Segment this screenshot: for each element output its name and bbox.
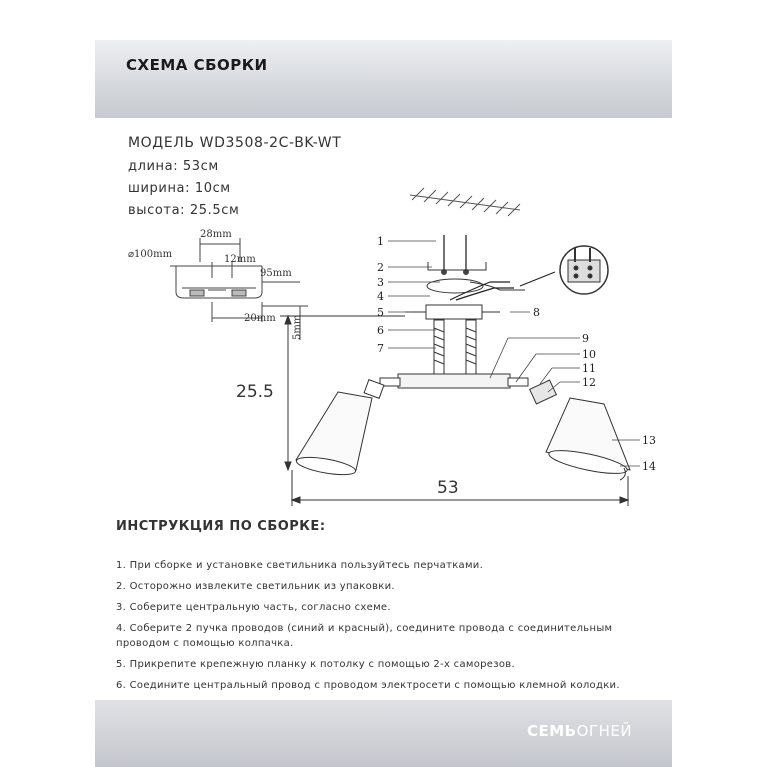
part-number-6: 6 bbox=[377, 324, 384, 337]
height-dimension-label: 25.5 bbox=[236, 382, 274, 402]
length-dimension bbox=[292, 470, 628, 506]
part-number-14: 14 bbox=[642, 460, 656, 473]
left-callout-lines bbox=[388, 241, 530, 348]
width-spec: ширина: 10см bbox=[128, 181, 231, 196]
plate-95-label: 95mm bbox=[260, 268, 292, 279]
center-rods bbox=[434, 320, 476, 376]
part-number-12: 12 bbox=[582, 376, 596, 389]
part-number-11: 11 bbox=[582, 362, 596, 375]
screws bbox=[442, 235, 469, 275]
model-label: МОДЕЛЬ WD3508-2C-BK-WT bbox=[128, 135, 342, 151]
plate-5-label: 5mm bbox=[292, 314, 303, 340]
plate-28-label: 28mm bbox=[200, 229, 232, 240]
instruction-step: 4. Соберите 2 пучка проводов (синий и красный), соедините провода с соединительным bbox=[116, 623, 613, 634]
part-number-2: 2 bbox=[377, 261, 384, 274]
plate-12-label: 12mm bbox=[224, 254, 256, 265]
plate-diameter-label: ⌀100mm bbox=[128, 249, 173, 260]
part-number-4: 4 bbox=[377, 290, 384, 303]
length-spec: длина: 53см bbox=[128, 159, 219, 174]
right-shade bbox=[530, 380, 630, 480]
part-number-3: 3 bbox=[377, 276, 384, 289]
instruction-step: 2. Осторожно извлеките светильник из упаковки. bbox=[116, 581, 395, 592]
instruction-step: 1. При сборке и установке светильника пользуйтесь перчатками. bbox=[116, 560, 484, 571]
plate-20-label: 20mm bbox=[244, 313, 276, 324]
wires bbox=[450, 272, 555, 300]
instructions-title: ИНСТРУКЦИЯ ПО СБОРКЕ: bbox=[116, 519, 326, 534]
instruction-step: 6. Соедините центральный провод с проводом электросети с помощью клемной колодки. bbox=[116, 680, 620, 691]
left-shade bbox=[295, 380, 384, 478]
part-number-9: 9 bbox=[582, 332, 589, 345]
main-bar bbox=[380, 374, 528, 388]
page-title: СХЕМА СБОРКИ bbox=[126, 56, 268, 74]
part-number-7: 7 bbox=[377, 342, 384, 355]
brand-light: ОГНЕЙ bbox=[576, 722, 633, 740]
instruction-step-continued: проводом с помощью колпачка. bbox=[116, 638, 294, 649]
part-number-5: 5 bbox=[377, 306, 384, 319]
instruction-step: 5. Прикрепите крепежную планку к потолку с помощью 2-х саморезов. bbox=[116, 659, 515, 670]
part-number-8: 8 bbox=[533, 306, 540, 319]
terminal-block-detail bbox=[560, 246, 608, 294]
brand-bold: СЕМЬ bbox=[527, 722, 577, 740]
brand-logo bbox=[527, 722, 632, 740]
part-number-13: 13 bbox=[642, 434, 656, 447]
part-number-10: 10 bbox=[582, 348, 596, 361]
ceiling-hatch bbox=[410, 188, 520, 216]
part-number-1: 1 bbox=[377, 235, 384, 248]
length-dimension-label: 53 bbox=[437, 478, 459, 498]
height-spec: высота: 25.5см bbox=[128, 203, 240, 218]
instruction-step: 3. Соберите центральную часть, согласно схеме. bbox=[116, 602, 391, 613]
